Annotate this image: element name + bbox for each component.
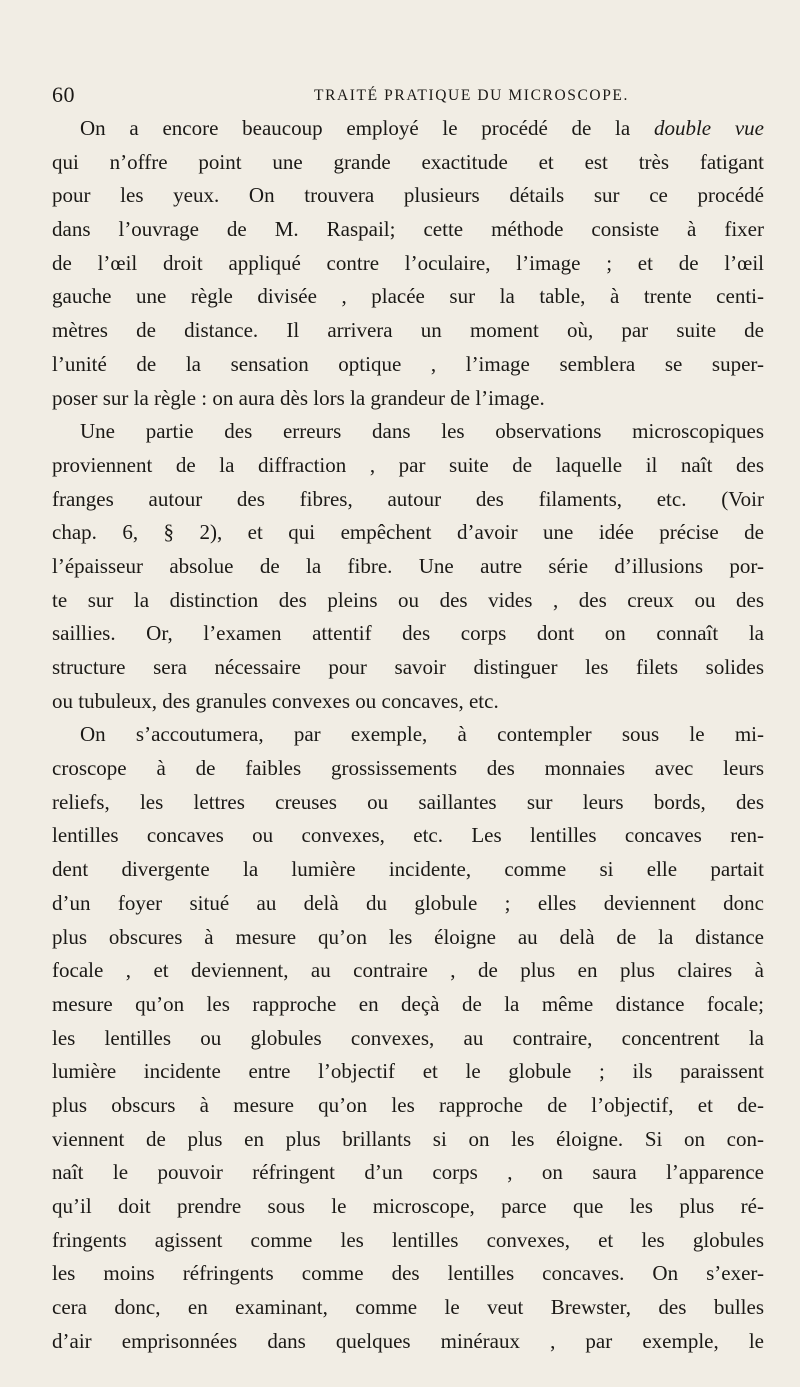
text-line: focale , et deviennent, au contraire , de plus en plus claires à	[52, 958, 764, 983]
text-line: gauche une règle divisée , placée sur la table, à trente centi-	[52, 284, 764, 309]
text-line: mesure qu’on les rapproche en deçà de la même distance focale;	[52, 991, 764, 1016]
body-text	[52, 112, 764, 1358]
text-line: viennent de plus en plus brillants si on les éloigne. Si on con-	[52, 1126, 764, 1151]
text-line: d’air emprisonnées dans quelques minéraux , par exemple, le	[52, 1328, 764, 1353]
text-line: Une partie des erreurs dans les observations microscopiques	[80, 419, 764, 444]
text-line: naît le pouvoir réfringent d’un corps , on saura l’apparence	[52, 1160, 764, 1185]
text-line: te sur la distinction des pleins ou des vides , des creux ou des	[52, 587, 764, 612]
text-line: qui n’offre point une grande exactitude et est très fatigant	[52, 149, 764, 174]
text-line: d’un foyer situé au delà du globule ; elles deviennent donc	[52, 890, 764, 915]
text-line: les moins réfringents comme des lentilles concaves. On s’exer-	[52, 1261, 764, 1286]
paragraph-double-vue	[52, 112, 764, 415]
text-line: saillies. Or, l’examen attentif des corps dont on connaît la	[52, 621, 764, 646]
text-line: dent divergente la lumière incidente, comme si elle partait	[52, 857, 764, 882]
text-line: pour les yeux. On trouvera plusieurs détails sur ce procédé	[52, 183, 764, 208]
page-number: 60	[52, 82, 75, 107]
text-line: croscope à de faibles grossissements des monnaies avec leurs	[52, 756, 764, 781]
paragraph-diffraction	[52, 415, 764, 718]
text-line: l’épaisseur absolue de la fibre. Une autre série d’illusions por-	[52, 553, 764, 578]
paragraph-lentilles	[52, 718, 764, 1358]
text-line: poser sur la règle : on aura dès lors la grandeur de l’image.	[52, 385, 545, 410]
italic-term: double vue	[653, 116, 765, 140]
text-line: cera donc, en examinant, comme le veut Brewster, des bulles	[52, 1295, 764, 1320]
text-line: fringents agissent comme les lentilles convexes, et les globules	[52, 1227, 764, 1252]
text-line: les lentilles ou globules convexes, au contraire, concentrent la	[52, 1025, 764, 1050]
text-line: lumière incidente entre l’objectif et le globule ; ils paraissent	[52, 1059, 764, 1084]
text-line: On s’accoutumera, par exemple, à contempler sous le mi-	[80, 722, 764, 747]
running-title: TRAITÉ PRATIQUE DU MICROSCOPE.	[314, 87, 629, 104]
text-line: proviennent de la diffraction , par suite de laquelle il naît des	[52, 452, 764, 477]
text-line: l’unité de la sensation optique , l’image semblera se super-	[52, 351, 764, 376]
text-line: ou tubuleux, des granules convexes ou concaves, etc.	[52, 688, 499, 713]
text-line: lentilles concaves ou convexes, etc. Les lentilles concaves ren-	[52, 823, 764, 848]
text-line: franges autour des fibres, autour des filaments, etc. (Voir	[52, 486, 764, 511]
text-line: reliefs, les lettres creuses ou saillantes sur leurs bords, des	[52, 789, 764, 814]
text-line: plus obscurs à mesure qu’on les rapproche de l’objectif, et de-	[52, 1092, 764, 1117]
text-line: On a encore beaucoup employé le procédé de la double vue	[80, 116, 765, 140]
text-line: plus obscures à mesure qu’on les éloigne au delà de la distance	[52, 924, 764, 949]
text-line: mètres de distance. Il arrivera un moment où, par suite de	[52, 318, 764, 343]
text-line: structure sera nécessaire pour savoir distinguer les filets solides	[52, 655, 764, 679]
text-line: qu’il doit prendre sous le microscope, parce que les plus ré-	[52, 1194, 764, 1218]
text-line: de l’œil droit appliqué contre l’oculaire, l’image ; et de l’œil	[52, 250, 764, 275]
text-line: chap. 6, § 2), et qui empêchent d’avoir une idée précise de	[52, 520, 764, 545]
text-line: dans l’ouvrage de M. Raspail; cette méthode consiste à fixer	[52, 217, 764, 242]
